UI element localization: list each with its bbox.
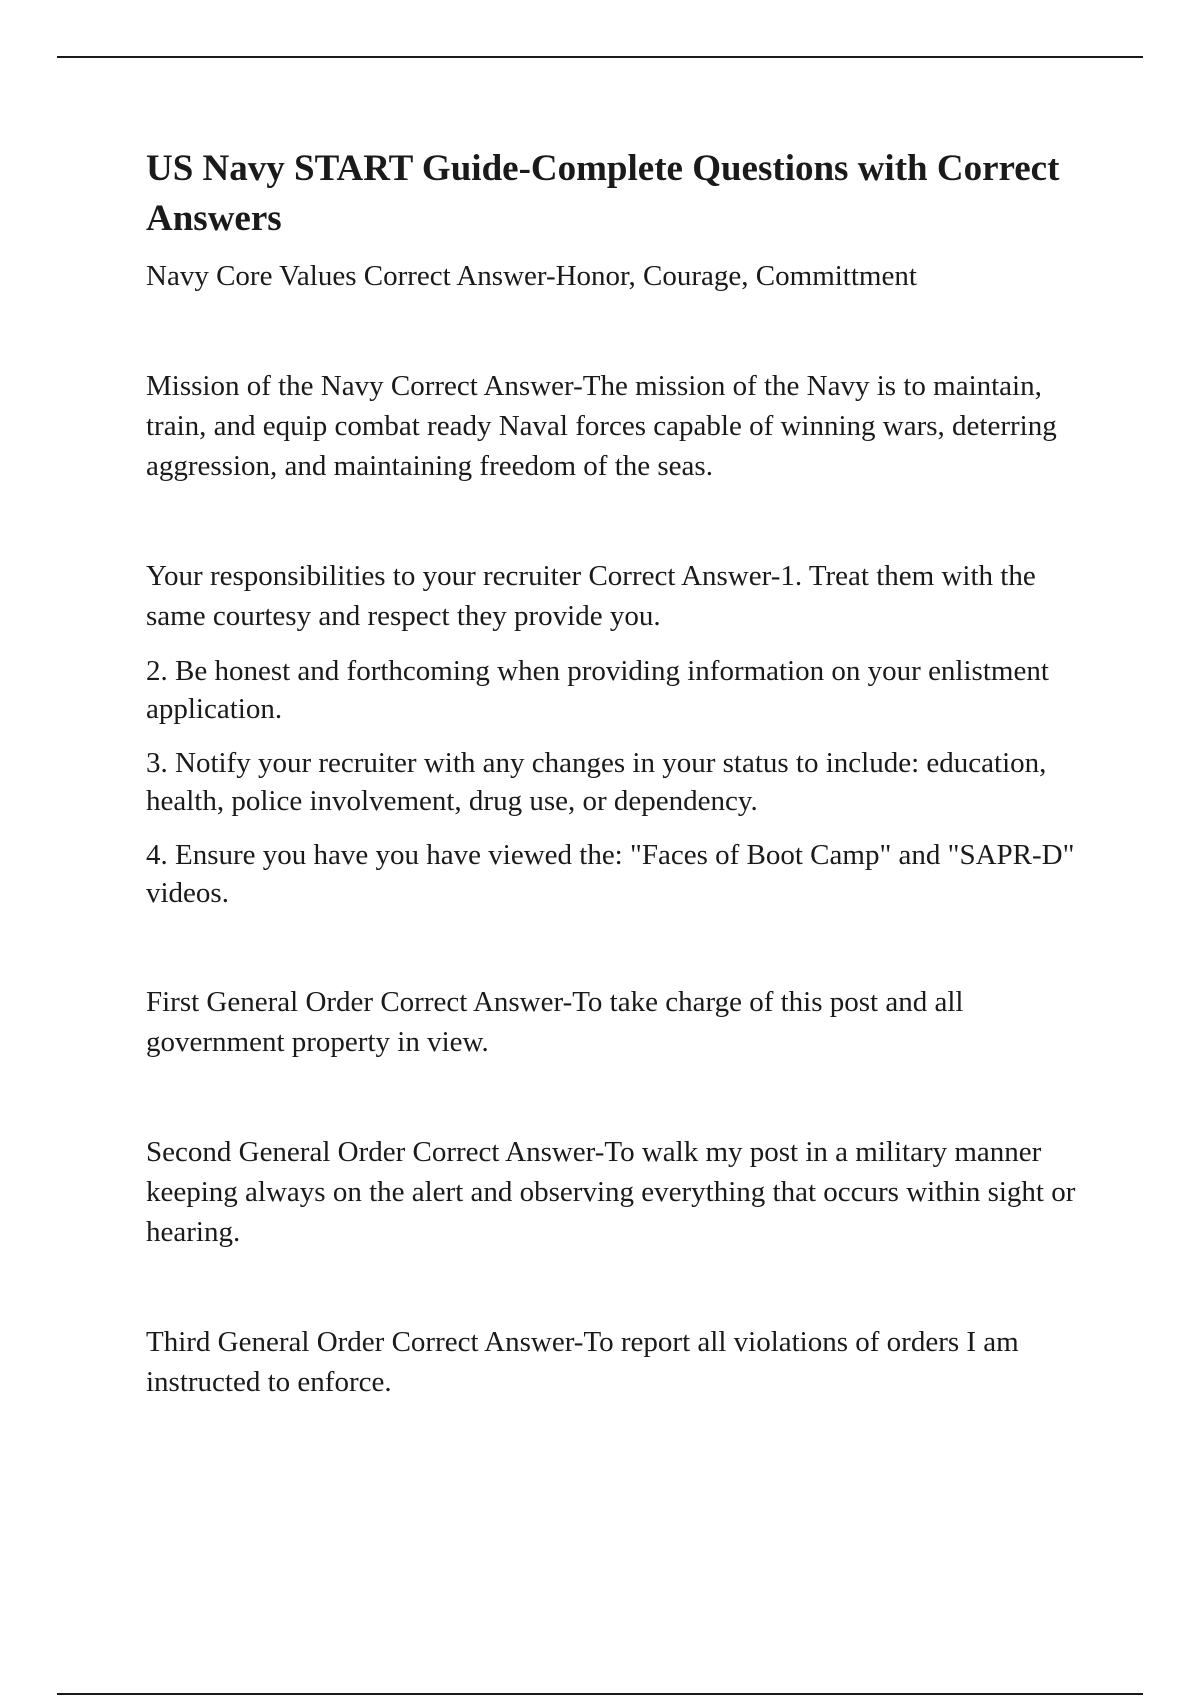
qa-item-second-general-order: [146, 1132, 1096, 1252]
qa-text: Third General Order Correct Answer-To report all violations of orders I am instructed to enforce.: [146, 1326, 1019, 1398]
qa-continuation: 2. Be honest and forthcoming when providing information on your enlistment application.: [146, 655, 1049, 725]
document-body: [146, 144, 1096, 1402]
qa-text: Navy Core Values Correct Answer-Honor, Courage, Committment: [146, 260, 917, 292]
qa-text: First General Order Correct Answer-To take charge of this post and all government property in view.: [146, 986, 964, 1058]
qa-item-recruiter-responsibilities: [146, 556, 1096, 912]
qa-item-core-values: [146, 256, 1096, 296]
top-rule: [57, 56, 1143, 58]
qa-text: Your responsibilities to your recruiter Correct Answer-1. Treat them with the same courtesy and respect they provide you.: [146, 560, 1036, 632]
qa-item-first-general-order: [146, 982, 1096, 1062]
document-title: US Navy START Guide-Complete Questions with Correct Answers: [146, 148, 1060, 239]
qa-item-third-general-order: [146, 1322, 1096, 1402]
qa-item-mission: [146, 366, 1096, 486]
qa-text: Second General Order Correct Answer-To walk my post in a military manner keeping always on the alert and observing everything that occurs within sight or hearing.: [146, 1136, 1076, 1248]
bottom-rule: [57, 1693, 1143, 1695]
qa-continuation: 3. Notify your recruiter with any changes in your status to include: education, health, police involvement, drug use, or dependency.: [146, 747, 1047, 817]
qa-continuation: 4. Ensure you have you have viewed the: "Faces of Boot Camp" and "SAPR-D" videos.: [146, 839, 1075, 909]
qa-text: Mission of the Navy Correct Answer-The mission of the Navy is to maintain, train, and equip combat ready Naval forces capable of winning wars, deterring aggression, and maintaining freedom of the seas.: [146, 370, 1057, 482]
